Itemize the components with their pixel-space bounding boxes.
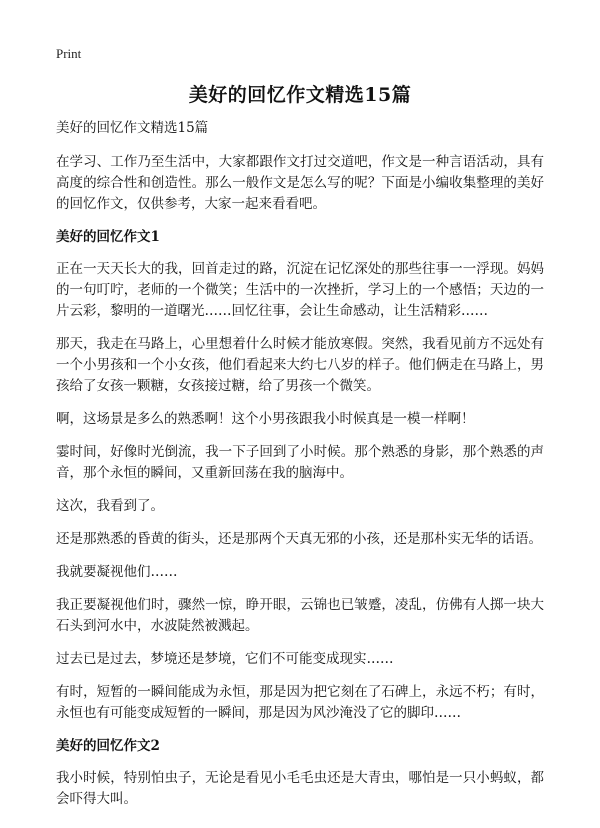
paragraph: 我小时候，特别怕虫子，无论是看见小毛毛虫还是大青虫，哪怕是一只小蚂蚁，都会吓得大叫。 xyxy=(56,770,544,807)
document-body xyxy=(56,118,544,822)
paragraph: 啊，这场景是多么的熟悉啊！这个小男孩跟我小时候真是一模一样啊！ xyxy=(56,411,475,427)
paragraph: 那天，我走在马路上，心里想着什么时候才能放寒假。突然，我看见前方不远处有一个小男孩和一个小女孩，他们看起来大约七八岁的样子。他们俩走在马路上，男孩给了女孩一颗糖，女孩接过糖，给了男孩一个微笑。 xyxy=(56,336,544,394)
paragraph: 我就要凝视他们…… xyxy=(56,564,178,580)
paragraph: 过去已是过去，梦境还是梦境，它们不可能变成现实…… xyxy=(56,651,394,667)
section-heading-1: 美好的回忆作文1 xyxy=(56,229,160,245)
paragraph: 这次，我看到了。 xyxy=(56,498,164,514)
paragraph: 霎时间，好像时光倒流，我一下子回到了小时候。那个熟悉的身影，那个熟悉的声音，那个永恒的瞬间，又重新回荡在我的脑海中。 xyxy=(56,444,544,481)
page-title: 美好的回忆作文精选15篇 xyxy=(188,84,412,106)
print-link[interactable]: Print xyxy=(56,46,82,61)
paragraph: 有时，短暂的一瞬间能成为永恒，那是因为把它刻在了石碑上，永远不朽；有时，永恒也有可能变成短暂的一瞬间，那是因为风沙淹没了它的脚印…… xyxy=(56,684,544,721)
section-heading-2: 美好的回忆作文2 xyxy=(56,738,160,754)
paragraph: 还是那熟悉的昏黄的街头，还是那两个天真无邪的小孩，还是那朴实无华的话语。 xyxy=(56,531,542,547)
paragraph: 正在一天天长大的我，回首走过的路，沉淀在记忆深处的那些往事一一浮现。妈妈的一句叮咛，老师的一个微笑；生活中的一次挫折，学习上的一个感悟；天边的一片云彩，黎明的一道曙光……回忆往事，会让生命感动，让生活精彩…… xyxy=(56,261,544,319)
document-subtitle: 美好的回忆作文精选15篇 xyxy=(56,120,209,136)
intro-paragraph: 在学习、工作乃至生活中，大家都跟作文打过交道吧，作文是一种言语活动，具有高度的综合性和创造性。那么一般作文是怎么写的呢？下面是小编收集整理的美好的回忆作文，仅供参考，大家一起来看看吧。 xyxy=(56,154,544,212)
paragraph: 我正要凝视他们时，骤然一惊，睁开眼，云锦也已皱蹙，凌乱，仿佛有人掷一块大石头到河水中，水波陡然被溅起。 xyxy=(56,597,544,634)
